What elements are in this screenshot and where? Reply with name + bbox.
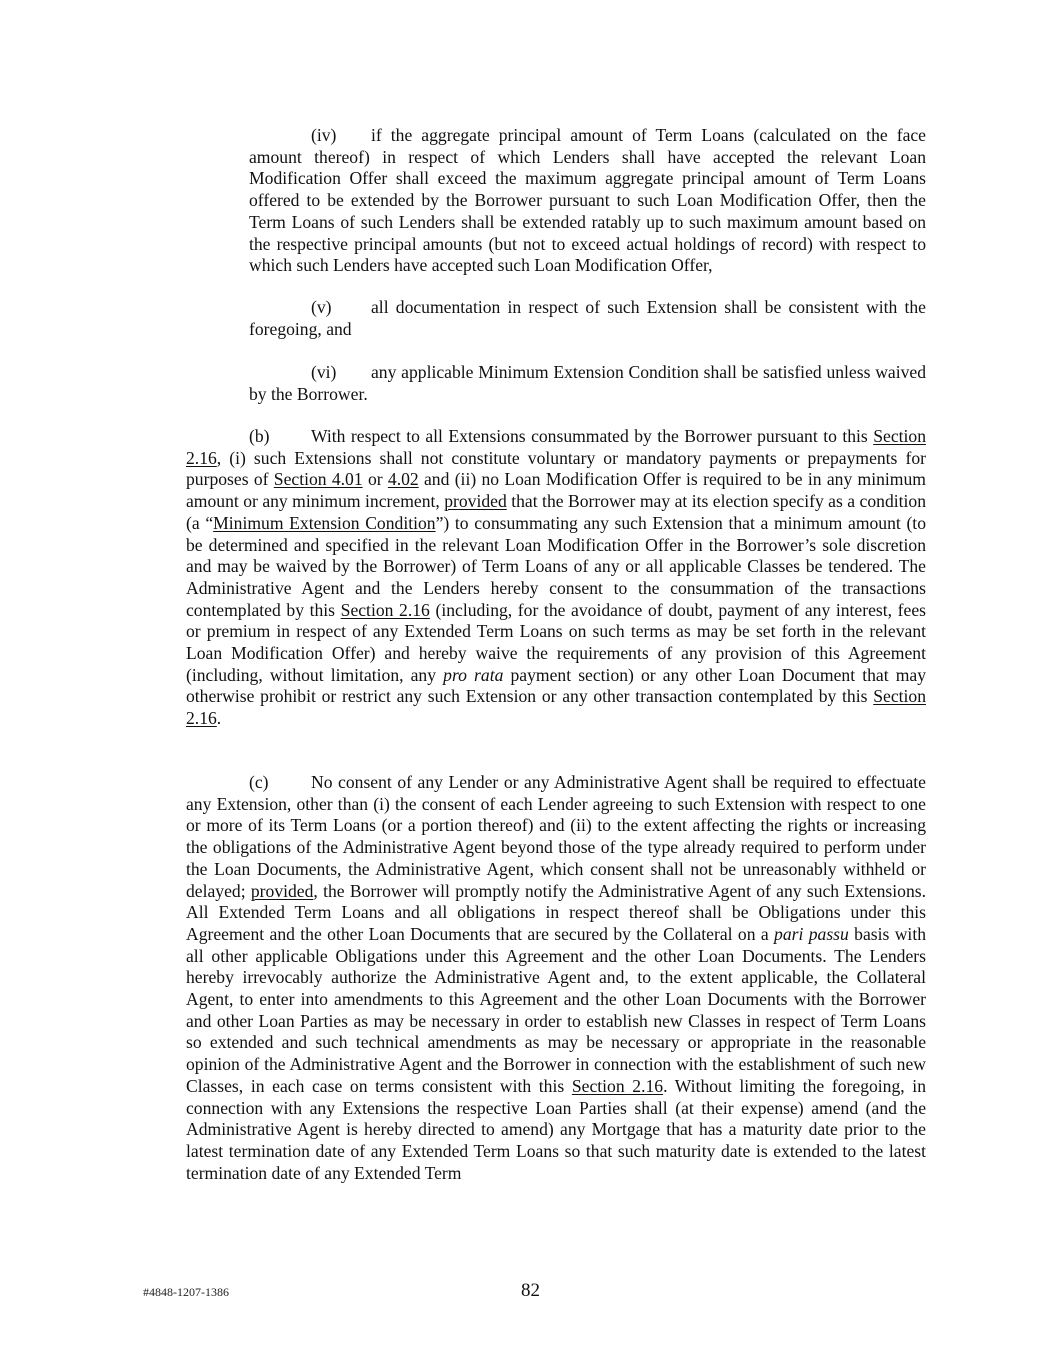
italic-term: pro rata bbox=[443, 664, 504, 685]
document-id: #4848-1207-1386 bbox=[143, 1285, 229, 1299]
page-number: 82 bbox=[521, 1280, 540, 1301]
paragraph-c bbox=[186, 772, 926, 1184]
text-run: , the Borrower will promptly notify the Administrative Agent of any such Extensions. All Extended Term Loans and all obligations in respect thereof shall be Obligations under this Agreement and the other Loan Documents that are secured by the Collateral on a bbox=[186, 880, 926, 944]
section-reference-link: Section 2.16 bbox=[186, 426, 926, 468]
paragraph-text: if the aggregate principal amount of Term Loans (calculated on the face amount thereof) in respect of which Lenders shall have accepted the relevant Loan Modification Offer shall exceed the maximum aggregate principal amount of Term Loans offered to be extended by the Borrower pursuant to such Loan Modification Offer, then the Term Loans of such Lenders shall be extended ratably up to such maximum amount based on the respective principal amounts (but not to exceed actual holdings of record) with respect to which such Lenders have accepted such Loan Modification Offer, bbox=[249, 125, 926, 276]
paragraph-label: (c) bbox=[249, 772, 269, 792]
text-run: . bbox=[216, 708, 222, 729]
section-reference-link: Section 2.16 bbox=[186, 686, 926, 729]
text-run: With respect to all Extensions consummated by the Borrower pursuant to this bbox=[311, 426, 874, 446]
paragraph-iv bbox=[249, 125, 926, 277]
paragraph-b bbox=[186, 426, 926, 730]
paragraph-text: all documentation in respect of such Extension shall be consistent with the foregoing, and bbox=[249, 297, 926, 339]
text-run: or bbox=[362, 469, 388, 490]
section-reference-link: Section 2.16 bbox=[571, 1075, 664, 1096]
paragraph-label: (vi) bbox=[311, 362, 337, 382]
paragraph-vi bbox=[249, 362, 926, 405]
text-run: ”) to consummating any such Extension that a minimum amount (to be determined and specified in the relevant Loan Modification Offer in the Borrower’s sole discretion and may be waived by the Borrower) of Term Loans of any or all applicable Classes be tendered. The Administrative Agent and the Lenders hereby consent to the consummation of the transactions contemplated by this bbox=[186, 512, 926, 620]
section-reference-link: Section 4.01 bbox=[273, 469, 363, 490]
paragraph-label: (iv) bbox=[311, 125, 337, 145]
paragraph-label: (b) bbox=[249, 426, 270, 446]
text-run: (including, for the avoidance of doubt, payment of any interest, fees or premium in respect of any Extended Term Loans on such terms as may be set forth in the relevant Loan Modification Offer) and hereby waive the requirements of any provision of this Agreement (including, without limitation, any bbox=[186, 599, 926, 685]
text-run: that the Borrower may at its election specify as a condition (a “ bbox=[186, 491, 926, 533]
paragraph-text: any applicable Minimum Extension Condition shall be satisfied unless waived by the Borrower. bbox=[249, 362, 926, 404]
paragraph-v bbox=[249, 297, 926, 340]
text-run: basis with all other applicable Obligations under this Agreement and the other Loan Documents. The Lenders hereby irrevocably authorize the Administrative Agent and, to the extent applicable, the Collateral Agent, to enter into amendments to this Agreement and the other Loan Documents with the Borrower and other Loan Parties as may be necessary in order to establish new Classes in respect of Term Loans so extended and such technical amendments as may be necessary or appropriate in the reasonable opinion of the Administrative Agent and the Borrower in connection with the establishment of such new Classes, in each case on terms consistent with this bbox=[186, 923, 927, 1096]
text-run: No consent of any Lender or any Administrative Agent shall be required to effectuate any Extension, other than (i) the consent of each Lender agreeing to such Extension with respect to one or more of its Term Loans (or a portion thereof) and (ii) to the extent affecting the rights or increasing the obligations of the Administrative Agent beyond those of the type already required to perform under the Loan Documents, the Administrative Agent, which consent shall not be unreasonably withheld or delayed; bbox=[186, 772, 926, 901]
paragraph-label: (v) bbox=[311, 297, 332, 317]
defined-term: Minimum Extension Condition bbox=[213, 512, 436, 533]
defined-term: provided bbox=[444, 491, 507, 512]
text-run: and (ii) no Loan Modification Offer is required to be in any minimum amount or any minimum increment, bbox=[186, 469, 926, 512]
text-run: payment section) or any other Loan Document that may otherwise prohibit or restrict any such Extension or any other transaction contemplated by this bbox=[186, 664, 926, 707]
defined-term: provided bbox=[250, 880, 314, 901]
section-reference-link: 4.02 bbox=[387, 469, 419, 490]
text-run: , (i) such Extensions shall not constitute voluntary or mandatory payments or prepayments for purposes of bbox=[186, 447, 926, 490]
italic-term: pari passu bbox=[774, 923, 849, 944]
text-run: . Without limiting the foregoing, in connection with any Extensions the respective Loan Parties shall (at their expense) amend (and the Administrative Agent is hereby directed to amend) any Mortgage that has a maturity date prior to the latest termination date of any Extended Term Loans so that such maturity date is extended to the latest termination date of any Extended Term bbox=[186, 1075, 926, 1183]
section-reference-link: Section 2.16 bbox=[340, 599, 430, 620]
